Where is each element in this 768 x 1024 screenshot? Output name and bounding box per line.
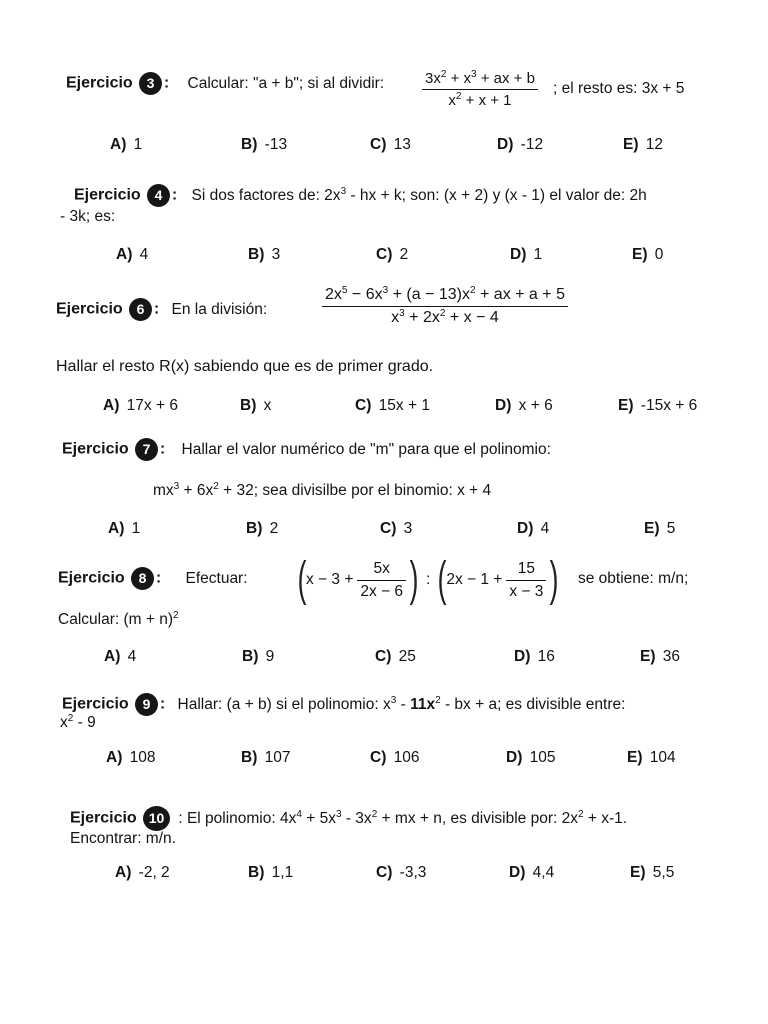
option-letter: E) (630, 864, 646, 881)
option-letter: D) (510, 246, 527, 263)
option-d[interactable]: D) 16 (514, 648, 555, 665)
exercise-number-badge: 4 (147, 184, 170, 207)
exercise-8-text: Efectuar: (185, 569, 248, 587)
option-c[interactable]: C) 106 (370, 749, 420, 766)
option-c[interactable]: C) 3 (380, 520, 413, 537)
exercise-4-header: Ejercicio 4 : Si dos factores de: $2x^3$ - hx + k; son: (x + 2) y (x - 1) el valor de: 2h (74, 184, 647, 207)
option-c[interactable]: C) 2 (376, 246, 409, 263)
option-letter: D) (506, 749, 523, 766)
option-c[interactable]: C) 13 (370, 136, 411, 153)
exercise-3-header: Ejercicio 3 : Calcular: "a + b"; si al dividir: (66, 72, 384, 95)
left-paren: ( (437, 553, 447, 606)
option-d[interactable]: D) 4 (517, 520, 550, 537)
exercise-number-badge: 8 (131, 567, 154, 590)
option-e[interactable]: E) 5 (644, 520, 676, 537)
bleed-through-mark (415, 56, 419, 72)
option-letter: C) (355, 397, 372, 414)
option-d[interactable]: D) 105 (506, 749, 556, 766)
exercise-8-expression: ( x − 3 + $\frac{5x}{2x - 6}$ ) : ( 2x − 1 + $\frac{15}{x - 3}$ ) (297, 553, 559, 606)
option-letter: A) (108, 520, 125, 537)
option-e[interactable]: E) 12 (623, 136, 664, 153)
option-a[interactable]: A) 1 (110, 136, 143, 153)
option-d[interactable]: D) -12 (497, 136, 544, 153)
exercise-label: Ejercicio (58, 569, 125, 587)
option-e[interactable]: E) 5,5 (630, 864, 675, 881)
exercise-6-fraction: $\frac{2x^5 - 6x^3 + (a - 13)x^2 + ax + a + 5}{x^3 + 2x^2 + x - 4}$ (322, 286, 568, 327)
option-e[interactable]: E) 0 (632, 246, 664, 263)
exercise-label: Ejercicio (66, 74, 133, 92)
option-letter: B) (246, 520, 263, 537)
option-c[interactable]: C) -3,3 (376, 864, 427, 881)
option-letter: B) (242, 648, 259, 665)
option-letter: A) (106, 749, 123, 766)
exercise-4-text: Si dos factores de: $2x^3$ - hx + k; son: (x + 2) y (x - 1) el valor de: 2h (191, 185, 647, 204)
exercise-number-badge: 3 (139, 72, 162, 95)
exercise-label: Ejercicio (56, 300, 123, 318)
exercise-7-polynomial: $mx^3 + 6x^2 + 32$; sea divisilbe por el binomio: x + 4 (153, 481, 492, 499)
exercise-3-tail: ; el resto es: 3x + 5 (553, 80, 685, 97)
exercise-6-question: Hallar el resto R(x) sabiendo que es de primer grado. (56, 358, 434, 375)
option-e[interactable]: E) 104 (627, 749, 676, 766)
exercise-6-header: Ejercicio 6 : En la división: (56, 298, 267, 321)
option-b[interactable]: B) 107 (241, 749, 291, 766)
left-paren: ( (297, 553, 307, 606)
option-letter: E) (644, 520, 660, 537)
exercise-label: Ejercicio (62, 440, 129, 458)
option-a[interactable]: A) -2, 2 (115, 864, 170, 881)
option-a[interactable]: A) 108 (106, 749, 156, 766)
option-letter: D) (509, 864, 526, 881)
option-letter: C) (370, 749, 387, 766)
option-b[interactable]: B) 2 (246, 520, 279, 537)
option-letter: C) (376, 864, 393, 881)
exercise-7-text: Hallar el valor numérico de "m" para que el polinomio: (181, 440, 551, 458)
option-letter: C) (380, 520, 397, 537)
option-letter: E) (618, 397, 634, 414)
exercise-8-header: Ejercicio 8 : Efectuar: (58, 567, 248, 590)
exercise-9-line2: $x^2 - 9$ (60, 713, 96, 731)
option-b[interactable]: B) 9 (242, 648, 275, 665)
fraction-15: $\frac{15}{x - 3}$ (506, 560, 546, 601)
exercise-10-line2: Encontrar: m/n. (70, 830, 176, 847)
option-letter: D) (514, 648, 531, 665)
option-letter: B) (248, 864, 265, 881)
option-letter: E) (632, 246, 648, 263)
option-b[interactable]: B) 1,1 (248, 864, 294, 881)
right-paren: ) (409, 553, 419, 606)
exercise-label: Ejercicio (62, 695, 129, 713)
option-a[interactable]: A) 4 (116, 246, 149, 263)
exercise-number-badge: 6 (129, 298, 152, 321)
option-letter: A) (110, 136, 127, 153)
option-letter: D) (495, 397, 512, 414)
option-letter: A) (103, 397, 120, 414)
exercise-8-line2: Calcular: $(m + n)^2$ (58, 610, 179, 628)
option-letter: C) (370, 136, 387, 153)
exercise-10-header (70, 806, 627, 831)
option-e[interactable]: E) -15x + 6 (618, 397, 698, 414)
option-letter: E) (640, 648, 656, 665)
option-d[interactable]: D) 1 (510, 246, 543, 263)
option-d[interactable]: D) 4,4 (509, 864, 555, 881)
option-letter: B) (240, 397, 257, 414)
option-letter: E) (627, 749, 643, 766)
exercise-number-badge: 10 (143, 806, 170, 831)
option-letter: D) (497, 136, 514, 153)
right-paren: ) (549, 553, 559, 606)
exercise-10-text: : El polinomio: $4x^4 + 5x^3 - 3x^2$ + mx + n, es divisible por: $2x^2 + x-1$. (178, 808, 628, 827)
option-a[interactable]: A) 4 (104, 648, 137, 665)
option-e[interactable]: E) 36 (640, 648, 681, 665)
exercise-label: Ejercicio (70, 809, 137, 827)
exercise-3-text: Calcular: "a + b"; si al dividir: (187, 74, 385, 92)
option-letter: A) (115, 864, 132, 881)
option-letter: A) (104, 648, 121, 665)
fraction-5x: $\frac{5x}{2x - 6}$ (357, 560, 406, 601)
exercise-label: Ejercicio (74, 186, 141, 204)
option-d[interactable]: D) x + 6 (495, 397, 553, 414)
exercise-7-header: Ejercicio 7 : Hallar el valor numérico de "m" para que el polinomio: (62, 438, 551, 461)
exercise-3-fraction: $\frac{3x^2 + x^3 + ax + b}{x^2 + x + 1}$ (422, 70, 538, 109)
option-a[interactable]: A) 1 (108, 520, 141, 537)
option-letter: C) (375, 648, 392, 665)
option-c[interactable]: C) 25 (375, 648, 416, 665)
option-letter: B) (241, 136, 258, 153)
option-letter: B) (241, 749, 258, 766)
option-letter: C) (376, 246, 393, 263)
option-a[interactable]: A) 17x + 6 (103, 397, 178, 414)
option-b[interactable]: B) x (240, 397, 272, 414)
option-letter: D) (517, 520, 534, 537)
exercise-8-tail: se obtiene: m/n; (578, 570, 689, 587)
exercise-9-text: Hallar: (a + b) si el polinomio: $x^3 - 11x^2$ - bx + a; es divisible entre: (177, 694, 626, 713)
option-letter: B) (248, 246, 265, 263)
exercise-number-badge: 9 (135, 693, 158, 716)
option-letter: A) (116, 246, 133, 263)
exercise-6-text: En la división: (171, 300, 268, 318)
exercise-4-text-line2: - 3k; es: (60, 208, 116, 225)
option-letter: E) (623, 136, 639, 153)
option-b[interactable]: B) 3 (248, 246, 281, 263)
exercise-9-header: Ejercicio 9 : Hallar: (a + b) si el polinomio: $x^3 - 11x^2$ - bx + a; es divisible entre: (62, 693, 625, 716)
exercise-number-badge: 7 (135, 438, 158, 461)
option-b[interactable]: B) -13 (241, 136, 288, 153)
option-c[interactable]: C) 15x + 1 (355, 397, 430, 414)
